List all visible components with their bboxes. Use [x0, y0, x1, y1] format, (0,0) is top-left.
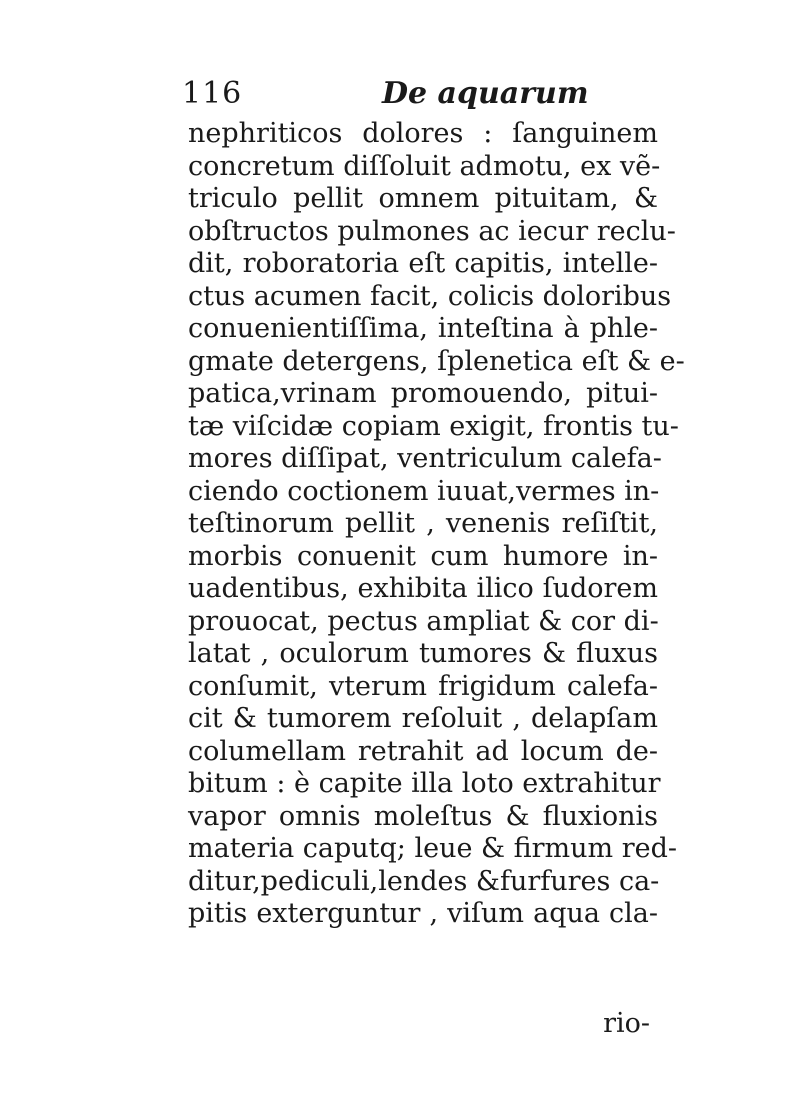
text-line: mores diſſipat, ventriculum calefa-	[188, 443, 662, 474]
text-line: pitis exterguntur , viſum aqua cla-	[188, 898, 658, 929]
body-text	[188, 118, 685, 931]
text-line: patica,vrinam promouendo, pitui-	[188, 378, 658, 409]
text-line: dit, roboratoria eſt capitis, intelle-	[188, 248, 658, 279]
text-line: gmate detergens, ſplenetica eſt & e-	[188, 345, 685, 377]
text-line: conſumit, vterum frigidum calefa-	[188, 670, 658, 702]
text-line: concretum diſſoluit admotu, ex vẽ-	[188, 150, 661, 182]
text-line: teſtinorum pellit , venenis reſiſtit,	[188, 508, 658, 539]
text-line: ciendo coctionem iuuat,vermes in-	[188, 475, 660, 507]
text-line: ditur,pediculi,lendes &furfures ca-	[188, 865, 660, 897]
text-line: bitum : è capite illa loto extrahitur	[188, 768, 661, 799]
text-line: columellam retrahit ad locum de-	[188, 735, 658, 767]
text-line: latat , oculorum tumores & fluxus	[188, 638, 658, 669]
page-number: 116	[182, 76, 243, 111]
text-line: morbis conuenit cum humore in-	[188, 540, 658, 572]
text-line: conuenientiſſima, inteſtina à phle-	[188, 313, 658, 344]
text-line: vapor omnis moleſtus & fluxionis	[188, 800, 658, 832]
text-line: prouocat, pectus ampliat & cor di-	[188, 605, 659, 637]
text-line: obſtructos pulmones ac iecur reclu-	[188, 215, 676, 247]
text-line: triculo pellit omnem pituitam, &	[188, 183, 658, 214]
text-line: uadentibus, exhibita ilico ſudorem	[188, 573, 658, 604]
text-line: ctus acumen facit, colicis doloribus	[188, 280, 672, 312]
running-head	[182, 74, 662, 114]
catchword: rio-	[603, 1008, 650, 1039]
text-line: nephriticos dolores : ſanguinem	[188, 118, 658, 149]
running-title: De aquarum	[382, 76, 589, 111]
text-line: tæ viſcidæ copiam exigit, frontis tu-	[188, 410, 679, 442]
text-line: cit & tumorem reſoluit , delapſam	[188, 703, 658, 734]
text-line: materia caputq; leue & firmum red-	[188, 833, 678, 864]
